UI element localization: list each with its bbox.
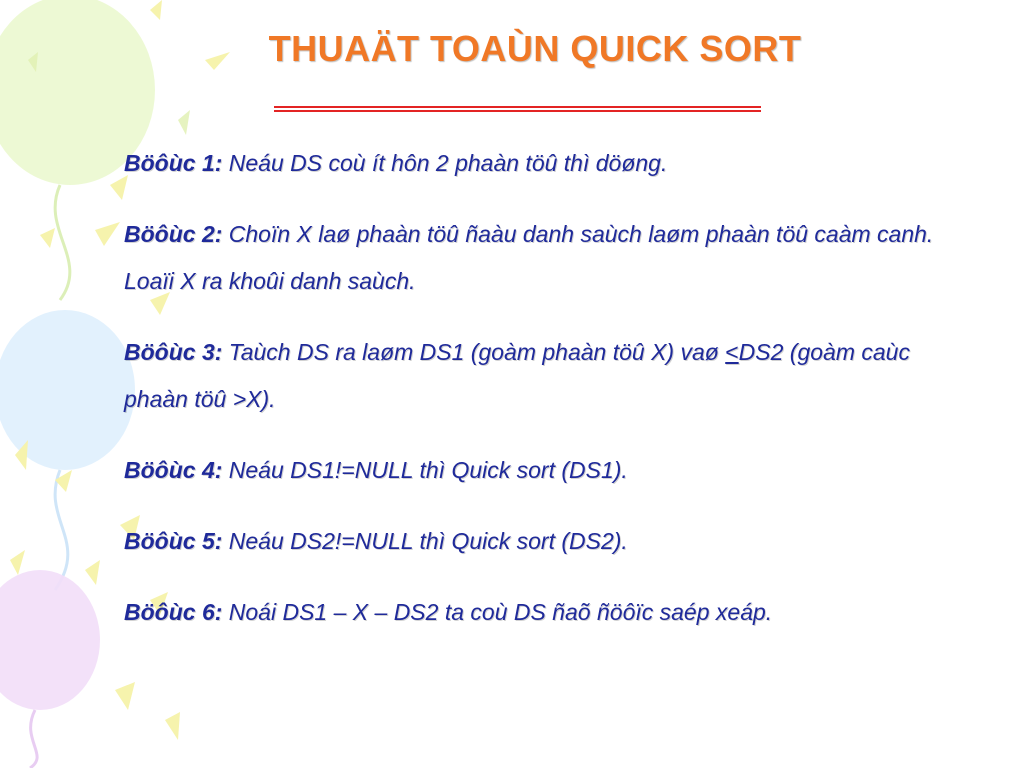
step-2-text: Choïn X laø phaàn töû ñaàu danh saùch laøm phaàn töû caàm canh. Loaïi X ra khoûi danh saùch. xyxy=(124,221,934,294)
step-4 xyxy=(124,447,944,494)
step-5-text: Neáu DS2!=NULL thì Quick sort (DS2). xyxy=(222,528,628,554)
step-3-text-a: Taùch DS ra laøm DS1 (goàm phaàn töû X) vaø xyxy=(222,339,726,365)
title-double-rule xyxy=(274,104,761,114)
step-5 xyxy=(124,518,944,565)
step-1-text: Neáu DS coù ít hôn 2 phaàn töû thì döøng. xyxy=(222,150,668,176)
title-rule-bottom xyxy=(274,110,761,112)
step-2 xyxy=(124,211,944,305)
step-6 xyxy=(124,589,944,636)
step-1 xyxy=(124,140,944,187)
step-1-label: Böôùc 1: xyxy=(124,150,223,176)
step-3-text-b: DS2 (goàm caùc phaàn töû >X). xyxy=(124,339,910,412)
step-3 xyxy=(124,329,944,423)
blue-balloon-icon xyxy=(0,310,135,470)
page-title: THUAÄT TOAÙN QUICK SORT xyxy=(268,28,802,69)
step-4-label: Böôùc 4: xyxy=(124,457,223,483)
step-6-text: Noái DS1 – X – DS2 ta coù DS ñaõ ñöôïc saép xeáp. xyxy=(222,599,773,625)
less-equal-sign: < xyxy=(725,339,739,365)
step-6-label: Böôùc 6: xyxy=(124,599,223,625)
algorithm-steps xyxy=(124,140,944,660)
purple-balloon-icon xyxy=(0,570,100,710)
title-rule-top xyxy=(274,106,761,108)
step-5-label: Böôùc 5: xyxy=(124,528,223,554)
step-3-label: Böôùc 3: xyxy=(124,339,223,365)
step-4-text: Neáu DS1!=NULL thì Quick sort (DS1). xyxy=(222,457,628,483)
step-2-label: Böôùc 2: xyxy=(124,221,223,247)
